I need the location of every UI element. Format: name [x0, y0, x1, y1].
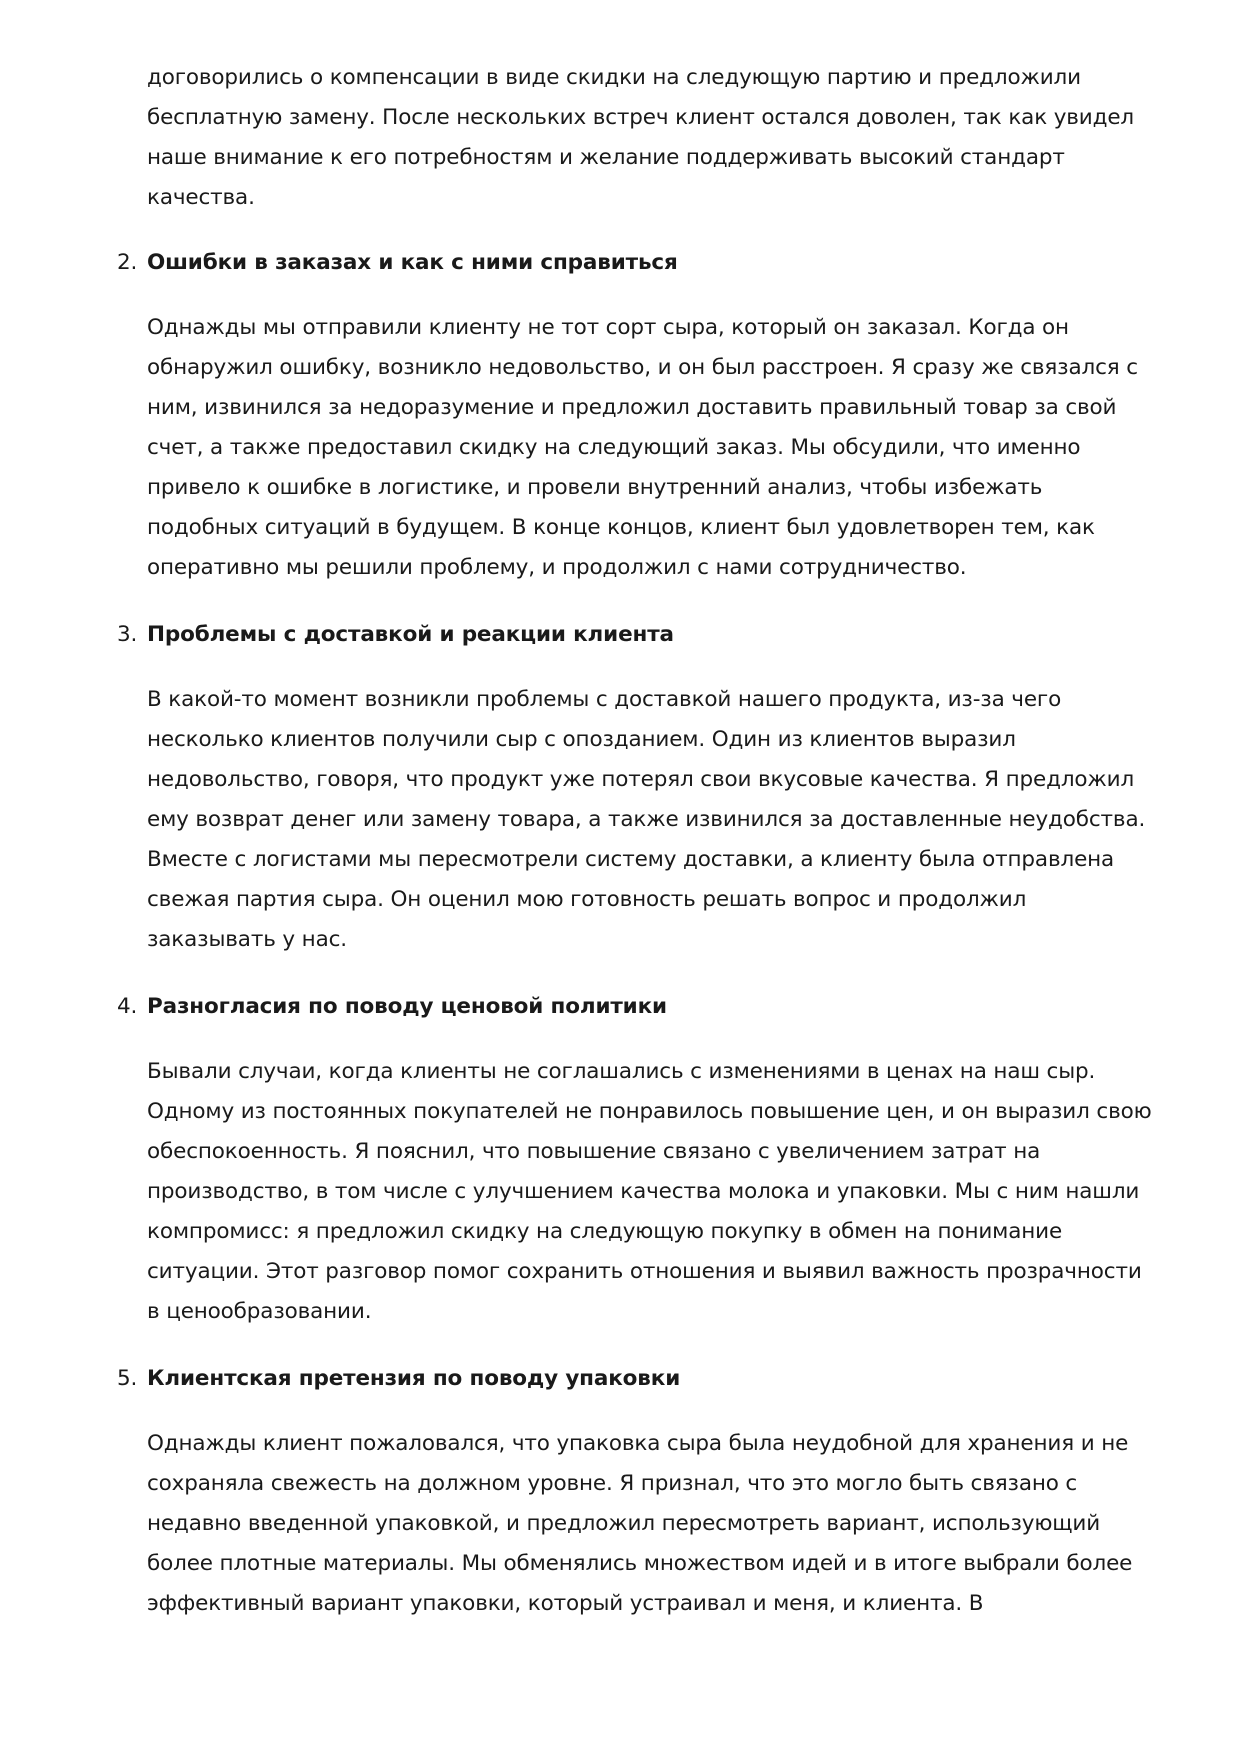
list-item-text: Однажды клиент пожаловался, что упаковка сыра была неудобной для хранения и не сохраняла свежесть на должном уровне. Я признал, что это могло быть связано с недавно введенной упаковкой, и предложил пересмотреть вариант, использующий более плотные материалы. Мы обменялись множеством идей и в итоге выбрали более эффективный вариант упаковки, который устраивал и меня, и клиента. В [147, 1431, 1133, 1616]
list-item-heading [117, 987, 1157, 1027]
list-item-title: Проблемы с доставкой и реакции клиента [147, 622, 674, 647]
list-item-title: Разногласия по поводу ценовой политики [147, 994, 667, 1019]
list-item-title: Клиентская претензия по поводу упаковки [147, 1366, 681, 1391]
list-item-text: Однажды мы отправили клиенту не тот сорт сыра, который он заказал. Когда он обнаружил ошибку, возникло недовольство, и он был расстроен. Я сразу же связался с ним, извинился за недоразумение и предложил доставить правильный товар за свой счет, а также предоставил скидку на следующий заказ. Мы обсудили, что именно привело к ошибке в логистике, и провели внутренний анализ, чтобы избежать подобных ситуаций в будущем. В конце концов, клиент был удовлетворен тем, как оперативно мы решили проблему, и продолжил с нами сотрудничество. [147, 315, 1138, 580]
list-item-number: 5. [117, 1366, 138, 1391]
list-item-heading [117, 615, 1157, 655]
list-item-heading [117, 1359, 1157, 1399]
list-item-number: 3. [117, 622, 138, 647]
list-item-title: Ошибки в заказах и как с ними справиться [147, 250, 678, 275]
list-item-heading [117, 243, 1157, 283]
list-item-number: 2. [117, 250, 138, 275]
list-item-number: 4. [117, 994, 138, 1019]
list-item-text: В какой-то момент возникли проблемы с доставкой нашего продукта, из-за чего несколько клиентов получили сыр с опозданием. Один из клиентов выразил недовольство, говоря, что продукт уже потерял свои вкусовые качества. Я предложил ему возврат денег или замену товара, а также извинился за доставленные неудобства. Вместе с логистами мы пересмотрели систему доставки, а клиенту была отправлена свежая партия сыра. Он оценил мою готовность решать вопрос и продолжил заказывать у нас. [147, 687, 1146, 952]
list-item-text: Бывали случаи, когда клиенты не соглашались с изменениями в ценах на наш сыр. Одному из постоянных покупателей не понравилось повышение цен, и он выразил свою обеспокоенность. Я пояснил, что повышение связано с увеличением затрат на производство, в том числе с улучшением качества молока и упаковки. Мы с ним нашли компромисс: я предложил скидку на следующую покупку в обмен на понимание ситуации. Этот разговор помог сохранить отношения и выявил важность прозрачности в ценообразовании. [147, 1059, 1152, 1324]
intro-paragraph: договорились о компенсации в виде скидки на следующую партию и предложили бесплатную замену. После нескольких встреч клиент остался доволен, так как увидел наше внимание к его потребностям и желание поддерживать высокий стандарт качества. [147, 65, 1135, 210]
